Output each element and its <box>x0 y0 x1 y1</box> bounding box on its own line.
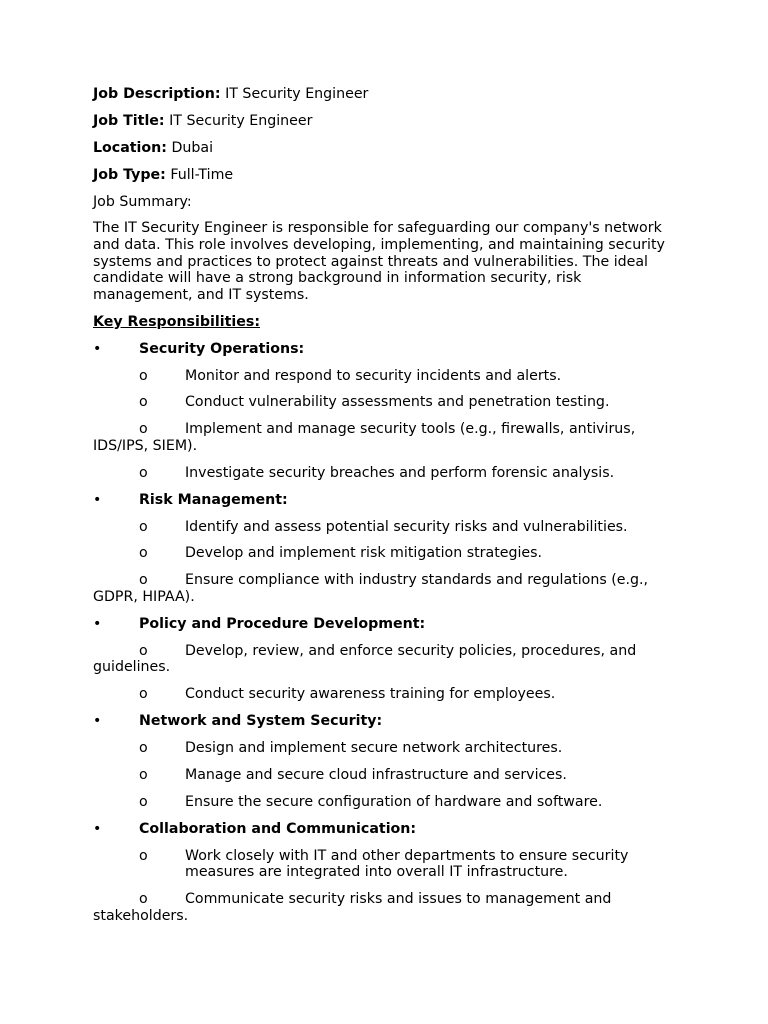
list-item <box>93 545 678 562</box>
sub-bullet-icon: o <box>139 464 148 481</box>
list-item <box>93 686 678 703</box>
responsibility-section <box>93 616 678 633</box>
sub-bullet-icon: o <box>139 793 148 810</box>
job-title-value: IT Security Engineer <box>164 112 313 129</box>
list-item-text: Develop, review, and enforce security policies, procedures, and guidelines. <box>93 642 637 676</box>
section-title: Policy and Procedure Development: <box>139 615 426 632</box>
list-item-text: Ensure the secure configuration of hardware and software. <box>185 793 603 810</box>
bullet-icon: • <box>93 615 102 632</box>
list-item <box>93 740 678 757</box>
bullet-icon: • <box>93 713 102 730</box>
list-item <box>93 368 678 385</box>
responsibility-section <box>93 713 678 730</box>
job-type-label: Job Type: <box>93 166 166 183</box>
sub-bullet-icon: o <box>139 847 148 864</box>
job-description-line <box>93 86 678 103</box>
list-item-text: Work closely with IT and other departments to ensure security measures are integrated into overall IT infrastructure. <box>185 847 629 881</box>
list-item-text: Conduct vulnerability assessments and penetration testing. <box>185 394 610 411</box>
responsibility-section <box>93 341 678 358</box>
key-responsibilities-heading: Key Responsibilities: <box>93 313 260 330</box>
job-description-value: IT Security Engineer <box>220 86 369 102</box>
job-title-line <box>93 113 678 130</box>
list-item <box>93 643 678 676</box>
section-title: Network and System Security: <box>139 713 383 730</box>
sub-bullet-icon: o <box>139 642 148 659</box>
bullet-icon: • <box>93 491 102 508</box>
list-item-text: Conduct security awareness training for employees. <box>185 686 556 703</box>
sub-bullet-icon: o <box>139 518 148 535</box>
sub-bullet-icon: o <box>139 545 148 562</box>
location-label: Location: <box>93 139 167 156</box>
sub-bullet-icon: o <box>139 421 148 438</box>
list-item-text: Identify and assess potential security risks and vulnerabilities. <box>185 518 628 535</box>
list-item-text: Manage and secure cloud infrastructure and services. <box>185 766 567 783</box>
job-summary-text: The IT Security Engineer is responsible for safeguarding our company's network and data. This role involves developing, implementing, and maintaining security systems and practices to protect against threats and vulnerabilities. The ideal candidate will have a strong background in information security, risk management, and IT systems. <box>93 220 665 303</box>
job-type-value: Full-Time <box>165 166 234 183</box>
bullet-icon: • <box>93 340 102 357</box>
list-item <box>93 767 678 784</box>
location-line <box>93 140 678 157</box>
list-item <box>93 519 678 536</box>
sub-bullet-icon: o <box>139 766 148 783</box>
sub-bullet-icon: o <box>139 891 148 908</box>
list-item <box>93 421 678 454</box>
job-title-label: Job Title: <box>93 112 165 129</box>
sub-bullet-icon: o <box>139 394 148 411</box>
section-title: Security Operations: <box>139 340 305 357</box>
list-item-text: Develop and implement risk mitigation strategies. <box>185 545 543 562</box>
list-item <box>93 848 678 881</box>
list-item-text: Monitor and respond to security incidents and alerts. <box>185 367 562 384</box>
section-title: Risk Management: <box>139 491 288 508</box>
responsibility-section <box>93 492 678 509</box>
list-item <box>93 794 678 811</box>
list-item-text: Investigate security breaches and perform forensic analysis. <box>185 464 615 481</box>
bullet-icon: • <box>93 820 102 837</box>
job-summary-label: Job Summary: <box>93 193 192 210</box>
list-item-text: Communicate security risks and issues to management and stakeholders. <box>93 891 612 924</box>
list-item <box>93 572 678 605</box>
sub-bullet-icon: o <box>139 739 148 756</box>
job-description-label: Job Description: <box>93 86 221 102</box>
list-item <box>93 891 678 924</box>
location-value: Dubai <box>166 139 214 156</box>
list-item-text: Implement and manage security tools (e.g., firewalls, antivirus, IDS/IPS, SIEM). <box>93 421 636 454</box>
responsibilities-list <box>93 341 678 925</box>
sub-bullet-icon: o <box>139 367 148 384</box>
sub-bullet-icon: o <box>139 572 148 589</box>
job-type-line <box>93 167 678 184</box>
list-item <box>93 394 678 411</box>
list-item <box>93 465 678 482</box>
list-item-text: Ensure compliance with industry standards and regulations (e.g., GDPR, HIPAA). <box>93 572 649 605</box>
responsibility-section <box>93 821 678 838</box>
list-item-text: Design and implement secure network architectures. <box>185 739 563 756</box>
document-body <box>93 86 678 935</box>
sub-bullet-icon: o <box>139 686 148 703</box>
section-title: Collaboration and Communication: <box>139 820 417 837</box>
